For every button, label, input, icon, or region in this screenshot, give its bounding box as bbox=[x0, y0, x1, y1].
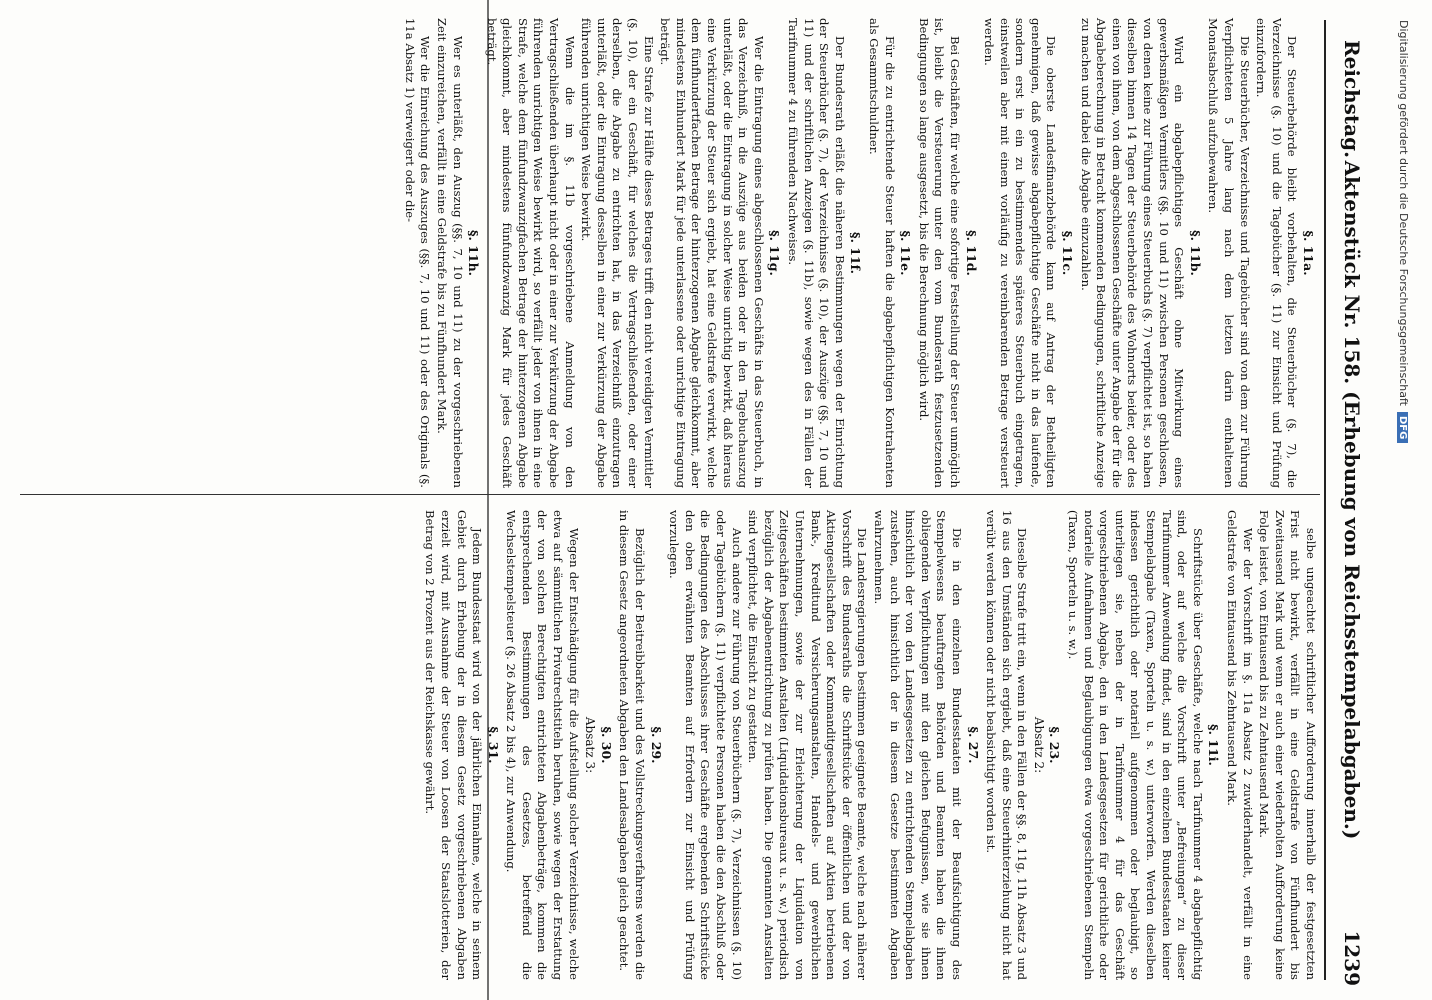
paragraph: Eine Strafe zur Hälfte dieses Betrages trifft den nicht vereidigten Vermittler (§. 10), der ein Geschäft, für welches die Vertragschließenden, oder einer derselben, die Abgabe zu entrichten hat, in das Verzeichniß einzutragen unterläßt, oder die Eintragung desselben in einer zur Verkürzung der Abgabe führenden unrichtigen Weise bewirkt. bbox=[579, 18, 656, 488]
paragraph: Dieselbe Strafe tritt ein, wenn in den Fällen der §§. 8, 11g, 11h Absatz 3 und 16 aus den Umständen sich ergiebt, daß eine Steuerhinterziehung nicht hat verübt werden können oder nicht beabsichtigt worden ist. bbox=[984, 510, 1030, 980]
paragraph: Wer es unterläßt, den Auszug (§§. 7, 10 und 11) zu der vorgeschriebenen Zeit einzureichen, verfällt in eine Geldstrafe bis zu Fünfhundert Mark. bbox=[434, 18, 465, 488]
paragraph: Wer die Eintragung eines abgeschlossenen Geschäfts in das Steuerbuch, in das Verzeichniß, in die Auszüge aus beiden oder in den Tagebuchauszug unterläßt, oder die Eintragung in solcher Weise unrichtig bewirkt, daß hieraus eine Verkürzung der Steuer sich ergiebt, hat eine Geldstrafe verwirkt, welche dem fünfhundertfachen Betrage der hinterzogenen Abgabe gleichkommt, aber mindestens Einhundert Mark für jede unterlassene oder unrichtige Eintragung beträgt. bbox=[658, 18, 766, 488]
subheading: Absatz 2: bbox=[1031, 716, 1046, 774]
section-heading: §. 11a. bbox=[1301, 230, 1316, 276]
paragraph: selbe ungeachtet schriftlicher Aufforderung innerhalb der festgesetzten Frist nicht bewirkt, verfällt in eine Geldstrafe von Fünfhundert bis Zweitausend Mark und wenn er auch einer wiederholten Aufforderung keine Folge leistet, von Eintausend bis zu Zehntausend Mark. bbox=[1257, 510, 1318, 980]
section-heading: §. 11g. bbox=[767, 230, 783, 276]
paragraph: Die in den einzelnen Bundesstaaten mit der Beaufsichtigung des Stempelwesens beauftragten Behörden und Beamten haben die ihnen obliegenden Verpflichtungen mit den gleichen Befugnissen, wie sie ihnen hinsichtlich der von den Landesgesetzen zu entrichtenden Stempelabgaben zustehen, auch hinsichtlich der in diesem Gesetze bestimmten Abgaben wahrzunehmen. bbox=[871, 510, 964, 980]
dfg-badge: DFG bbox=[1397, 412, 1408, 443]
section-heading: §. 11e. bbox=[898, 230, 914, 276]
section-heading: §. 27. bbox=[965, 726, 981, 764]
section-heading: §. 11i. bbox=[1206, 724, 1222, 766]
section-heading: §. 30. bbox=[598, 726, 614, 764]
section-heading: §. 31. bbox=[485, 726, 501, 764]
section-heading: §. 11f. bbox=[848, 232, 864, 274]
paragraph: Jedem Bundesstaat wird von der jährlichen Einnahme, welche in seinem Gebiet durch Erhebung der in diesem Gesetz vorgeschriebenen Abgaben erzielt wird, mit Ausnahme der Steuer von Loosen der Staatslotterien, der Betrag von 2 Prozent aus der Reichskasse gewährt. bbox=[423, 510, 485, 980]
paragraph: Die Landesregierungen bestimmen geeignete Beamte, welche nach näherer Vorschrift des Bundesraths die Schriftstücke der öffentlichen und der von Aktiengesellschaften oder Kommanditgesellschaften auf Aktien betriebenen Bank-, Kreditund Versicherungsanstalten, Handels- und gewerblichen Unternehmungen, sowie der zur Erleichterung der Liquidation von Zeitgeschäften bestimmten Anstalten (Liquidationsbureaux u. s. w.) periodisch bezüglich der Abgabenentrichtung zu prüfen haben. Die genannten Anstalten sind verpflichtet, die Einsicht zu gestatten. bbox=[746, 510, 870, 980]
right-column bbox=[421, 510, 1318, 980]
header-title: Aktenstück Nr. 158. (Erhebung von Reichsstempelabgaben.) bbox=[1340, 160, 1364, 840]
paragraph: Wenn die im §. 11b vorgeschriebene Anmeldung von den Vertragschließenden überhaupt nicht oder in einer zur Verkürzung der Abgabe führenden unrichtigen Weise bewirkt wird, so verfällt jeder von ihnen in eine Strafe, welche dem fünfundzwanzigfachen Betrage der hinterzogenen Abgabe gleichkommt, aber mindestens fünfundzwanzig Mark für jedes Geschäft beträgt. bbox=[484, 18, 577, 488]
section-heading: §. 11b. bbox=[1187, 230, 1203, 276]
section-heading: §. 11c. bbox=[1060, 230, 1076, 276]
paragraph: Der Steuerbehörde bleibt vorbehalten, die Steuerbücher (§. 7), die Verzeichnisse (§. 10) und die Tagebücher (§. 11) zur Einsicht und Prüfung einzufordern. bbox=[1254, 18, 1300, 488]
section-heading: §. 11d. bbox=[963, 230, 979, 276]
paragraph: Wird ein abgabepflichtiges Geschäft ohne Mitwirkung eines gewerbsmäßigen Vermittlers (§§. 10 und 11) zwischen Personen geschlossen, von denen keine zur Führung eines Steuerbuchs (§. 7) verpflichtet ist, so haben dieselben binnen 14 Tagen der Steuerbehörde des Wohnorts beider, oder des einen von ihnen, von dem abgeschlossenen Geschäfte unter Angabe der für die Abgabeberechnung in Betracht kommenden Bedingungen, schriftliche Anzeige zu machen und dabei die Abgabe einzuzahlen. bbox=[1078, 18, 1187, 488]
paragraph: Für die zu entrichtende Steuer haften die abgabepflichtigen Kontrahenten als Gesammtschuldner. bbox=[866, 18, 897, 488]
paragraph: Bei Geschäften, für welche eine sofortige Feststellung der Steuer unmöglich ist, bleibt die Versteuerung unter den vom Bundesrath festzusetzenden Bedingungen so lange ausgesetzt, bis die Berechnung möglich wird. bbox=[916, 18, 962, 488]
section-heading: §. 23. bbox=[1047, 726, 1063, 764]
paragraph: Schriftstücke über Geschäfte, welche nach Tarifnummer 4 abgabepflichtig sind, oder auf welche die Vorschrift unter „Befreiungen“ zu dieser Tarifnummer Anwendung findet, sind in den einzelnen Bundesstaaten keiner Stempelabgabe (Taxen, Sporteln u. s. w.) unterworfen. Werden dieselben indessen gerichtlich oder notariell aufgenommen oder beglaubigt, so unterliegen sie, neben der in Tarifnummer 4 für das Geschäft vorgeschriebenen Abgabe, den in den Landesgesetzen für gerichtliche oder notarielle Aufnahmen und Beglaubigungen etwa vorgeschriebenen Stempeln (Taxen, Sporteln u. s. w.). bbox=[1066, 510, 1205, 980]
section-heading: §. 29. bbox=[648, 726, 664, 764]
rotated-page-content bbox=[5, 0, 1380, 1000]
paragraph: Die Steuerbücher, Verzeichnisse und Tagebücher sind von dem zur Führung Verpflichteten 5 Jahre lang nach dem letzten darin enthaltenen Monatsabschluß aufzubewahren. bbox=[1206, 18, 1252, 488]
credit-text: Digitalisierung gefördert durch die Deutsche Forschungsgemeinschaft bbox=[1397, 20, 1410, 406]
paragraph: Wer der Vorschrift im §. 11a Absatz 2 zuwiderhandelt, verfällt in eine Geldstrafe von Eintausend bis Zehntausend Mark. bbox=[1225, 510, 1255, 980]
header-left: Reichstag. bbox=[1340, 40, 1364, 159]
subheading: Absatz 3: bbox=[583, 716, 598, 774]
left-column bbox=[400, 18, 1318, 488]
header-rule bbox=[1324, 20, 1326, 980]
paragraph: Der Bundesrath erläßt die näheren Bestimmungen wegen der Einrichtung der Steuerbücher (§. 7), der Verzeichnisse (§. 10), der Auszüge (§§. 7, 10 und 11) und der schriftlichen Anzeigen (§. 11b), sowie wegen des in Fällen der Tarifnummer 4 zu führenden Nachweises. bbox=[786, 18, 847, 488]
section-heading: §. 11h. bbox=[466, 229, 482, 277]
paragraph: Wer die Einreichung des Auszuges (§§. 7, 10 und 11) oder des Originals (§. 11a Absatz 1) verweigert oder die- bbox=[402, 18, 433, 488]
paragraph: Die oberste Landesfinanzbehörde kann auf Antrag der Betheiligten genehmigen, daß gewisse abgabepflichtige Geschäfte nicht in das laufende, sondern erst in ein zu bestimmendes späteres Steuerbuch eingetragen, einstweilen aber mit einem vorläufig zu vereinbarenden Betrage versteuert werden. bbox=[982, 18, 1059, 488]
page-header bbox=[1332, 0, 1372, 1000]
digitization-credit bbox=[1397, 20, 1410, 980]
paragraph: Wegen der Entschädigung für die Aufstellung solcher Verzeichnisse, welche etwa auf sämmtlichen Privatrechtstiteln beruhen, sowie wegen der Erstattung der von solchen Berechtigten entrichteten Abgabenbeträge, kommen die entsprechenden Bestimmungen des Gesetzes, betreffend die Wechselstempelsteuer (§. 26 Absatz 2 bis 4), zur Anwendung. bbox=[504, 510, 581, 980]
paragraph: Bezüglich der Beitreibbarkeit und des Vollstreckungsverfahrens werden die in diesem Gesetz angeordneten Abgaben den Landesabgaben gleich geachtet. bbox=[617, 510, 648, 980]
paragraph: Auch andere zur Führung von Steuerbüchern (§. 7), Verzeichnissen (§. 10) oder Tagebüchern (§. 11) verpflichtete Personen haben die den Abschluß oder die Bedingungen des Abschlusses ihrer Geschäfte ergebenden Schriftstücke den oben erwähnten Beamten auf Erfordern zur Einsicht und Prüfung vorzulegen. bbox=[667, 510, 744, 980]
page-number: 1239 bbox=[1340, 930, 1364, 986]
column-divider bbox=[20, 494, 1320, 495]
